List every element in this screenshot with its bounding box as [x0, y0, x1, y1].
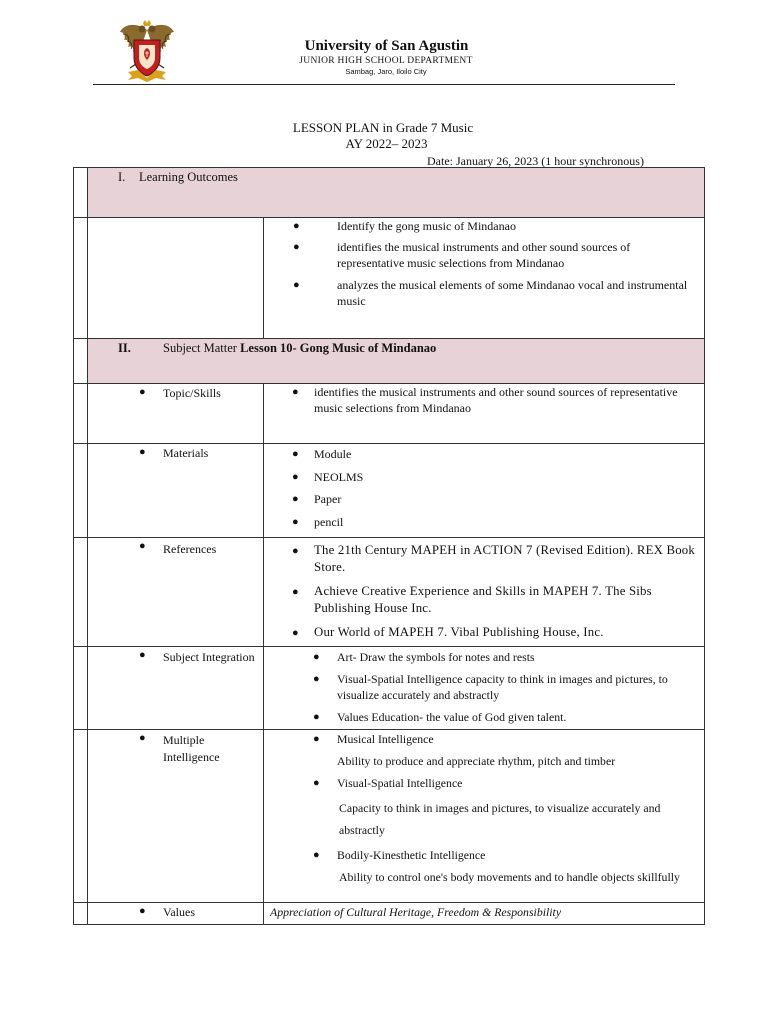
bullet-icon: ●: [139, 386, 146, 398]
lesson-title: Lesson 10- Gong Music of Mindanao: [240, 341, 437, 355]
references-cell: [264, 538, 705, 647]
list-item-description: Ability to produce and appreciate rhythm, pitch and timber: [337, 754, 616, 768]
list-item: ● Our World of MAPEH 7. Vibal Publishing House, Inc.: [292, 625, 604, 639]
outcomes-list: [264, 218, 704, 309]
subject-integration-row: [74, 647, 705, 730]
university-address: Sambag, Jaro, Iloilo City: [345, 67, 427, 76]
bullet-icon: ●: [139, 905, 146, 917]
department-name: JUNIOR HIGH SCHOOL DEPARTMENT: [299, 56, 473, 66]
outcomes-cell: [264, 218, 705, 339]
gutter-cell: [74, 444, 88, 538]
list-item: ● NEOLMS: [292, 469, 364, 484]
list-item: ● identifies the musical instruments and other sound sources of representative music selections from Mindanao: [292, 385, 678, 415]
bullet-icon: ●: [139, 649, 146, 661]
list-item: ● Visual-Spatial Intelligence capacity to think in images and pictures, to visualize accurately and abstractly: [313, 672, 668, 702]
list-item: ● pencil: [292, 514, 344, 529]
bullet-icon: ●: [139, 732, 146, 744]
lesson-plan-table: [73, 167, 705, 925]
values-label-cell: ● Values: [88, 903, 264, 925]
list-item: ● Values Education- the value of God given talent.: [313, 710, 567, 724]
bullet-icon: ●: [293, 241, 300, 253]
header-divider: [93, 84, 675, 85]
list-item-description: Ability to control one's body movements and to handle objects skillfully: [339, 870, 680, 884]
topic-skills-label-cell: ● Topic/Skills: [88, 384, 264, 444]
section-number: II.: [118, 341, 131, 355]
bullet-icon: ●: [313, 711, 320, 723]
section-title: Learning Outcomes: [139, 170, 238, 184]
list-item: ● Paper: [292, 492, 342, 506]
topic-skills-row: [74, 384, 705, 444]
bullet-icon: ●: [313, 849, 320, 861]
gutter-cell: [74, 903, 88, 925]
bullet-icon: ●: [292, 545, 299, 557]
materials-cell: [264, 444, 705, 538]
bullet-icon: ●: [313, 651, 320, 663]
multiple-intelligence-cell: [264, 730, 705, 903]
topic-skills-list: [264, 384, 704, 416]
list-item-description: Capacity to think in images and pictures, to visualize accurately and abstractly: [339, 801, 661, 837]
subject-integration-list: [264, 649, 704, 725]
bullet-icon: ●: [292, 627, 299, 639]
section-learning-outcomes-header: [74, 168, 705, 218]
list-item: ● Bodily-Kinesthetic Intelligence: [313, 848, 486, 862]
bullet-icon: ●: [292, 515, 299, 528]
bullet-icon: ●: [292, 386, 299, 398]
materials-list: [264, 446, 704, 536]
section-subject-matter-header: [74, 339, 705, 384]
bullet-icon: ●: [292, 448, 299, 460]
learning-outcomes-row: [74, 218, 705, 339]
bullet-icon: ●: [292, 470, 299, 483]
materials-label-cell: ● Materials: [88, 444, 264, 538]
list-item: ● analyzes the musical elements of some Mindanao vocal and instrumental music: [293, 278, 688, 308]
bullet-icon: ●: [139, 446, 146, 458]
list-item: ● Module: [292, 447, 352, 461]
section-header-cell: [88, 339, 705, 384]
subject-integration-label-cell: ● Subject Integration: [88, 647, 264, 730]
lesson-plan-title: LESSON PLAN in Grade 7 Music: [292, 120, 474, 135]
bullet-icon: ●: [293, 220, 300, 232]
bullet-icon: ●: [292, 586, 299, 598]
bullet-icon: ●: [313, 673, 320, 685]
lesson-date: Date: January 26, 2023 (1 hour synchronous): [427, 154, 644, 168]
multiple-intelligence-row: [74, 730, 705, 903]
values-row: [74, 903, 705, 925]
list-item: ● identifies the musical instruments and other sound sources of representative music selections from Mindanao: [293, 240, 631, 270]
academic-year: AY 2022– 2023: [345, 136, 428, 151]
list-item: ● Identify the gong music of Mindanao: [293, 219, 516, 233]
gutter-cell: [74, 168, 88, 218]
bullet-icon: ●: [293, 279, 300, 291]
empty-label-cell: [88, 218, 264, 339]
gutter-cell: [74, 218, 88, 339]
topic-skills-cell: [264, 384, 705, 444]
university-name: University of San Agustin: [304, 38, 469, 54]
materials-row: [74, 444, 705, 538]
multiple-intelligence-list: [264, 731, 704, 885]
list-item: ● Achieve Creative Experience and Skills in MAPEH 7. The Sibs Publishing House Inc.: [292, 584, 652, 615]
multiple-intelligence-label-cell: ● Multiple Intelligence: [88, 730, 264, 903]
section-title: Subject Matter: [163, 341, 237, 355]
list-item: ● The 21th Century MAPEH in ACTION 7 (Revised Edition). REX Book Store.: [292, 543, 695, 574]
bullet-icon: ●: [313, 733, 320, 745]
bullet-icon: ●: [139, 540, 146, 552]
list-item: ● Art- Draw the symbols for notes and rests: [313, 650, 535, 664]
references-list: [264, 542, 704, 641]
gutter-cell: [74, 384, 88, 444]
list-item: ● Visual-Spatial Intelligence: [313, 776, 463, 790]
section-number: I.: [118, 170, 126, 184]
gutter-cell: [74, 538, 88, 647]
gutter-cell: [74, 339, 88, 384]
values-cell: Appreciation of Cultural Heritage, Freedom & Responsibility: [264, 903, 705, 925]
section-header-cell: [88, 168, 705, 218]
gutter-cell: [74, 730, 88, 903]
list-item: ● Musical Intelligence: [313, 732, 434, 746]
subject-integration-cell: [264, 647, 705, 730]
bullet-icon: ●: [292, 493, 299, 505]
references-label-cell: ● References: [88, 538, 264, 647]
gutter-cell: [74, 647, 88, 730]
references-row: [74, 538, 705, 647]
bullet-icon: ●: [313, 777, 320, 789]
